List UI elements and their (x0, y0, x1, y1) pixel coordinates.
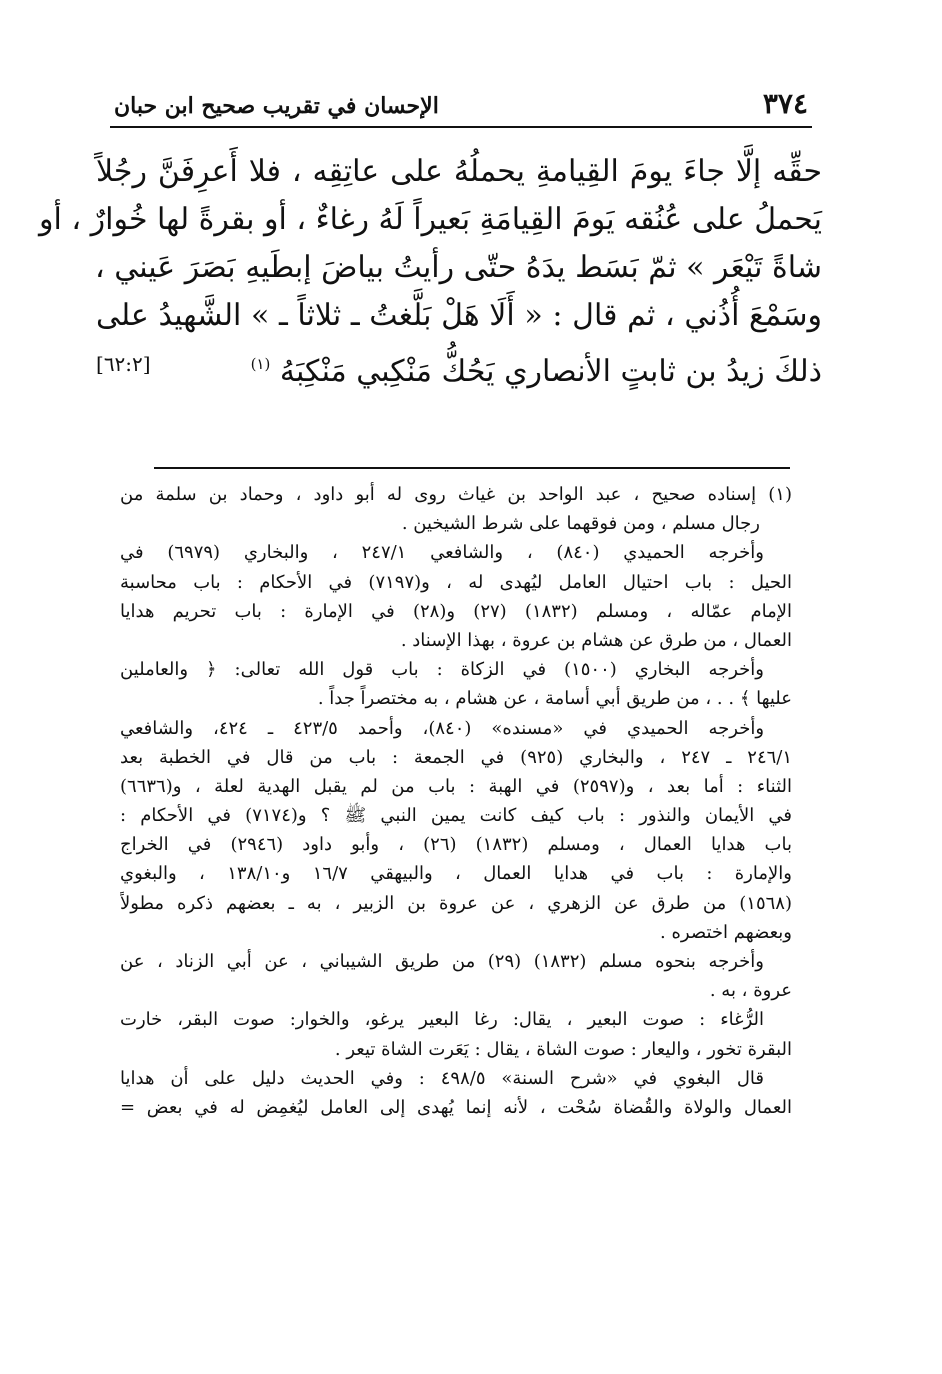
footnote-line: باب هدايا العمال ، ومسلم (١٨٣٢) (٢٦) ، وأبو داود (٢٩٤٦) في الخراج (120, 834, 792, 856)
main-text-line: شاةً تَيْعَر » ثمّ بَسَط يدَهُ حتّى رأيتُ بياضَ إبطَيهِ بَصَرَ عَيني ، (94, 250, 822, 285)
footnote-line: (١) إسناده صحيح ، عبد الواحد بن غياث روى له أبو داود ، وحماد بن سلمة من (120, 484, 792, 505)
main-text-last-line (96, 340, 822, 388)
footnote-marker: (١) (250, 355, 271, 373)
footnote-line: (١٥٦٨) من طرق عن الزهري ، عن عروة بن الزبير ، به ـ بعضهم ذكره مطولاً (120, 892, 792, 914)
footnote-line: في الأيمان والنذور : باب كيف كانت يمين النبي ﷺ ؟ و(٧١٧٤) في الأحكام : (120, 805, 792, 827)
footnote-line: وبعضهم اختصره . (660, 921, 792, 943)
footnote-line: رجال مسلم ، ومن فوقهما على شرط الشيخين . (401, 513, 760, 535)
footnote-line: الحيل : باب احتيال العامل ليُهدى له ، و(٧١٩٧) في الأحكام : باب محاسبة (120, 571, 792, 593)
footnote-line: العمال والولاة والقُضاة سُحْت ، لأنه إنما يُهدى إلى العامل ليُغمِض له في بعض = (120, 1096, 792, 1118)
hadith-reference: [٦٢:٢] (96, 352, 151, 376)
footnote-line: عليها ﴾ . . ، من طريق أبي أسامة ، عن هشام ، به مختصراً جداً . (317, 688, 792, 710)
page-number: ٣٧٤ (762, 87, 808, 120)
footnote-line: والإمارة : باب في هدايا العمال ، والبيهقي ١٦/٧ و١٣٨/١٠ ، والبغوي (120, 863, 792, 885)
footnote-line: الرُّغاء : صوت البعير ، يقال: رغا البعير يرغو، والخوار: صوت البقر، خارت (120, 1009, 764, 1031)
footnote-line: الإمام عمّاله ، ومسلم (١٨٣٢) (٢٧) و(٢٨) في الإمارة : باب تحريم هدايا (120, 600, 792, 622)
footnote-separator (154, 467, 790, 469)
footnote-line: عروة ، به . (709, 980, 792, 1002)
footnote-line: البقرة تخور ، واليعار : صوت الشاة ، يقال : يَعَرت الشاة تيعر . (334, 1038, 792, 1060)
main-text (39, 148, 822, 389)
main-text-line: ذلكَ زيدُ بن ثابتٍ الأنصاري يَحُكُّ مَنْكِبي مَنْكِبَهُ (279, 354, 822, 389)
footnote-line: قال البغوي في «شرح السنة» ٤٩٨/٥ : وفي الحديث دليل على أن هدايا (120, 1067, 764, 1089)
footnotes (120, 480, 792, 1122)
footnote-line: العمال ، من طرق عن هشام بن عروة ، بهذا الإسناد . (400, 629, 792, 651)
footnote-line: ٢٤٦/١ ـ ٢٤٧ ، والبخاري (٩٢٥) في الجمعة : باب من قال في الخطبة بعد (120, 746, 792, 768)
main-text-line: يَحملُ على عُنُقه يَومَ القِيامَةِ بَعيراً لَهُ رغاءٌ ، أو بقرةً لها خُوارٌ ، أو (39, 202, 822, 237)
footnote-line: وأخرجه البخاري (١٥٠٠) في الزكاة : باب قول الله تعالى: ﴿ والعاملين (120, 659, 764, 681)
page-header (110, 86, 812, 128)
running-title: الإحسان في تقريب صحيح ابن حبان (114, 93, 439, 119)
footnote-line: وأخرجه الحميدي في «مسنده» (٨٤٠)، وأحمد ٤٢٣/٥ ـ ٤٢٤، والشافعي (120, 717, 765, 739)
main-text-line: حقِّه إلَّا جاءَ يومَ القِيامةِ يحملُهُ على عاتِقِه ، فلا أَعرِفَنَّ رجُلاً (96, 154, 822, 189)
main-text-line: وسَمْعَ أُذُني ، ثم قال : « أَلَا هَلْ بَلَّغتُ ـ ثلاثاً ـ » الشَّهيدُ على (96, 298, 822, 333)
footnote-line: وأخرجه الحميدي (٨٤٠) ، والشافعي ٢٤٧/١ ، والبخاري (٦٩٧٩) في (120, 542, 764, 564)
footnote-line: وأخرجه بنحوه مسلم (١٨٣٢) (٢٩) من طريق الشيباني ، عن أبي الزناد ، عن (120, 951, 764, 972)
footnote-line: الثناء : أما بعد ، و(٢٥٩٧) في الهبة : باب من لم يقبل الهدية لعلة ، و(٦٦٣٦) (120, 775, 792, 797)
